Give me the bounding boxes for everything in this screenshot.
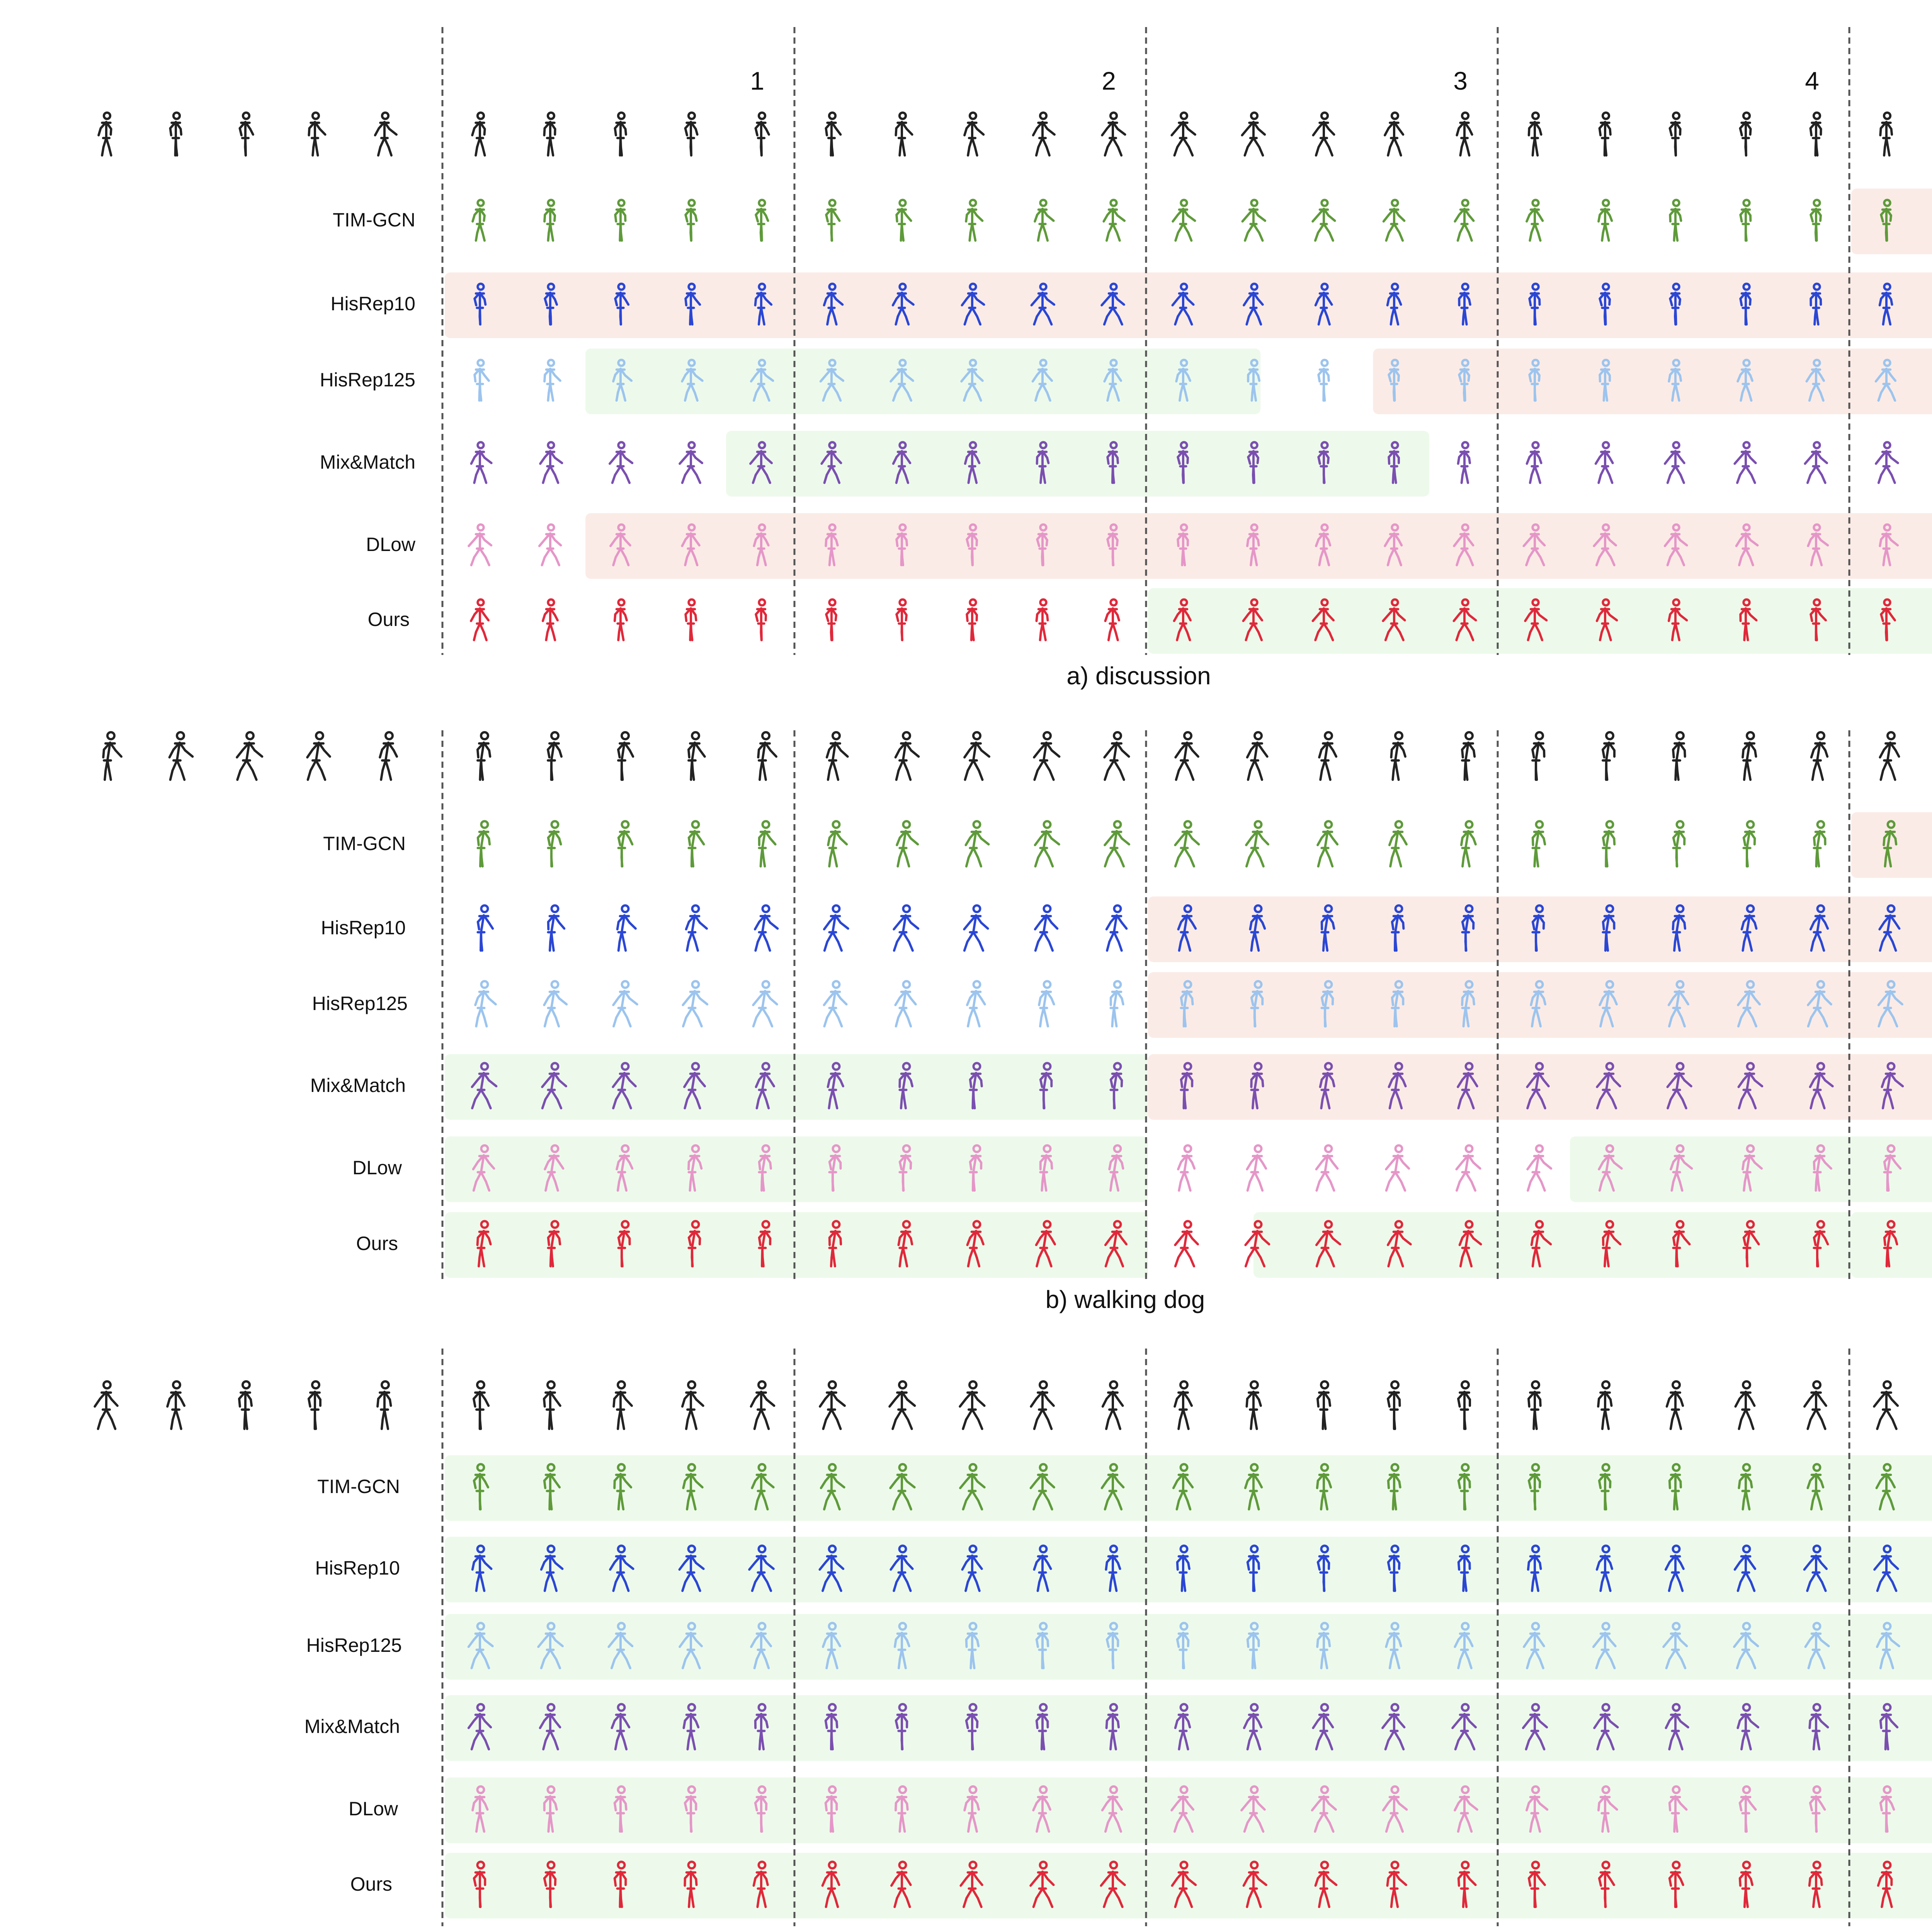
highlight-band-red [1373, 349, 1932, 414]
ground-truth-pose-figure [756, 113, 769, 156]
ground-truth-pose-figure [1034, 732, 1059, 780]
predicted-pose-figure [544, 200, 555, 240]
ground-truth-pose-figure [1103, 1381, 1123, 1429]
ground-truth-pose-figure [474, 1381, 488, 1429]
history-pose-figure [237, 732, 262, 780]
predicted-pose-figure [1673, 821, 1684, 866]
row-label: HisRep10 [330, 293, 415, 315]
history-pose-figure [239, 1381, 252, 1429]
predicted-pose-figure [544, 981, 566, 1026]
predicted-pose-figure [1318, 821, 1337, 866]
row-label: Mix&Match [304, 1716, 400, 1738]
row-label: TIM-GCN [333, 209, 415, 231]
highlight-band-green [445, 1695, 1932, 1761]
predicted-pose-figure [685, 200, 696, 240]
ground-truth-pose-figure [1458, 1381, 1470, 1429]
predicted-pose-figure [1384, 200, 1405, 240]
predicted-pose-figure [1386, 1145, 1409, 1190]
ground-truth-pose-figure [1811, 113, 1821, 156]
history-pose-figure [103, 732, 121, 780]
panel-caption: a) discussion [1066, 662, 1211, 690]
predicted-pose-figure [897, 821, 918, 866]
predicted-pose-figure [1596, 442, 1613, 483]
predicted-pose-figure [548, 821, 561, 866]
predicted-pose-figure [1603, 821, 1614, 866]
row-label: DLow [366, 534, 415, 556]
predicted-pose-figure [1175, 1221, 1198, 1266]
predicted-pose-figure [753, 981, 777, 1026]
predicted-pose-figure [1105, 599, 1119, 640]
predicted-pose-figure [966, 821, 989, 866]
predicted-pose-figure [1735, 442, 1755, 483]
predicted-pose-figure [613, 981, 637, 1026]
ground-truth-pose-figure [960, 1381, 984, 1429]
row-label: DLow [352, 1157, 402, 1179]
predicted-pose-figure [1527, 1145, 1551, 1190]
ground-truth-pose-figure [1811, 732, 1828, 780]
segment-number: 1 [750, 66, 764, 95]
predicted-pose-figure [543, 599, 558, 640]
highlight-band-green [1148, 588, 1932, 654]
predicted-pose-figure [826, 200, 839, 240]
ground-truth-pose-figure [827, 732, 848, 780]
ground-truth-pose-figure [1740, 113, 1751, 156]
predicted-pose-figure [1243, 200, 1265, 240]
predicted-pose-figure [1316, 1145, 1338, 1190]
ground-truth-pose-figure [1804, 1381, 1826, 1429]
predicted-pose-figure [1743, 821, 1755, 866]
ground-truth-pose-figure [964, 732, 989, 780]
predicted-pose-figure [1111, 981, 1123, 1026]
ground-truth-pose-figure [1529, 113, 1541, 156]
predicted-pose-figure [478, 905, 493, 951]
ground-truth-pose-figure [896, 732, 919, 780]
predicted-pose-figure [548, 905, 565, 951]
highlight-band-red [445, 272, 1932, 338]
ground-truth-pose-figure [758, 732, 776, 780]
predicted-pose-figure [617, 905, 636, 951]
ground-truth-pose-figure [1318, 1381, 1330, 1429]
highlight-band-green [445, 1455, 1932, 1521]
predicted-pose-figure [894, 905, 918, 951]
ground-truth-pose-figure [1175, 732, 1198, 780]
row-label: Ours [367, 609, 410, 631]
predicted-pose-figure [896, 599, 906, 640]
predicted-pose-figure [1107, 905, 1127, 951]
predicted-pose-figure [1318, 360, 1329, 400]
highlight-band-red [1851, 189, 1932, 254]
history-pose-figure [380, 732, 397, 780]
predicted-pose-figure [1175, 821, 1199, 866]
history-pose-figure [99, 113, 111, 156]
predicted-pose-figure [895, 981, 916, 1026]
highlight-band-green [1253, 1212, 1851, 1278]
ground-truth-pose-figure [1880, 732, 1899, 780]
row-label: HisRep10 [315, 1557, 400, 1579]
predicted-pose-figure [824, 905, 848, 951]
row-label: Mix&Match [320, 451, 415, 473]
segment-number: 3 [1453, 66, 1468, 95]
predicted-pose-figure [756, 599, 766, 640]
history-pose-figure [170, 732, 193, 780]
history-pose-figure [375, 113, 396, 156]
predicted-pose-figure [1173, 200, 1195, 240]
predicted-pose-figure [896, 200, 911, 240]
history-pose-figure [170, 113, 181, 156]
predicted-pose-figure [1455, 200, 1473, 240]
ground-truth-pose-figure [1735, 1381, 1754, 1429]
row-label: Ours [350, 1873, 392, 1895]
ground-truth-pose-figure [1172, 113, 1195, 156]
ground-truth-pose-figure [1874, 1381, 1898, 1429]
ground-truth-pose-figure [1457, 113, 1472, 156]
predicted-pose-figure [1458, 442, 1470, 483]
ground-truth-pose-figure [544, 113, 555, 156]
predicted-pose-figure [824, 981, 847, 1026]
predicted-pose-figure [474, 360, 489, 400]
predicted-pose-figure [478, 821, 490, 866]
row-label: TIM-GCN [317, 1476, 400, 1498]
ground-truth-pose-figure [478, 732, 490, 780]
predicted-pose-figure [683, 981, 707, 1026]
predicted-pose-figure [685, 599, 696, 640]
ground-truth-pose-figure [1247, 1381, 1261, 1429]
predicted-pose-figure [1461, 821, 1476, 866]
predicted-pose-figure [755, 905, 778, 951]
segment-number: 4 [1805, 66, 1819, 95]
predicted-pose-figure [475, 981, 496, 1026]
ground-truth-pose-figure [1880, 113, 1892, 156]
history-pose-figure [240, 113, 253, 156]
ground-truth-pose-figure [618, 732, 633, 780]
highlight-band-green [445, 1777, 1932, 1843]
predicted-pose-figure [1456, 1145, 1480, 1190]
ground-truth-pose-figure [889, 1381, 915, 1429]
predicted-pose-figure [1313, 200, 1335, 240]
ground-truth-pose-figure [685, 113, 697, 156]
highlight-band-green [445, 1537, 1932, 1602]
predicted-pose-figure [469, 524, 491, 565]
ground-truth-pose-figure [1670, 113, 1680, 156]
predicted-pose-figure [473, 200, 485, 240]
highlights-layer [445, 189, 1932, 1932]
highlight-band-green [585, 349, 1260, 414]
ground-truth-pose-figure [1104, 732, 1129, 780]
row-label: HisRep10 [321, 917, 406, 939]
predicted-pose-figure [615, 200, 625, 240]
ground-truth-pose-figure [1313, 113, 1334, 156]
predicted-pose-figure [1665, 442, 1684, 483]
predicted-pose-figure [1811, 200, 1821, 240]
predicted-pose-figure [967, 599, 977, 640]
ground-truth-pose-figure [1388, 1381, 1400, 1429]
predicted-pose-figure [1035, 200, 1053, 240]
ground-truth-pose-figure [820, 1381, 845, 1429]
predicted-pose-figure [1599, 200, 1612, 240]
ground-truth-pose-figure [1462, 732, 1475, 780]
ground-truth-pose-figure [1102, 113, 1125, 156]
predicted-pose-figure [1389, 821, 1406, 866]
ground-truth-pose-figure [1743, 732, 1756, 780]
predicted-pose-figure [539, 524, 561, 565]
ground-truth-pose-figure [1385, 113, 1403, 156]
ground-truth-pose-figure [1247, 732, 1267, 780]
row-label: DLow [349, 1798, 398, 1820]
history-pose-figure [167, 1381, 184, 1429]
ground-truth-pose-figure [1319, 732, 1336, 780]
history-pose-figure [95, 1381, 117, 1429]
predicted-pose-figure [826, 599, 836, 640]
row-label: HisRep125 [312, 993, 408, 1015]
predicted-pose-figure [1247, 1145, 1266, 1190]
ground-truth-pose-figure [1033, 113, 1054, 156]
predicted-pose-figure [680, 442, 702, 483]
row-label: HisRep125 [306, 1634, 402, 1656]
ground-truth-pose-figure [472, 113, 485, 156]
predicted-pose-figure [686, 905, 707, 951]
predicted-pose-figure [1532, 821, 1545, 866]
predicted-pose-figure [619, 821, 633, 866]
panel-caption: b) walking dog [1045, 1286, 1205, 1313]
predicted-pose-figure [1178, 1145, 1194, 1190]
history-pose-figure [378, 1381, 391, 1429]
predicted-pose-figure [544, 360, 560, 400]
predicted-pose-figure [759, 821, 776, 866]
history-pose-figure [309, 1381, 320, 1429]
row-label: TIM-GCN [323, 833, 406, 855]
predicted-pose-figure [1035, 821, 1059, 866]
predicted-pose-figure [1876, 442, 1898, 483]
ground-truth-pose-figure [1603, 732, 1614, 780]
ground-truth-pose-figure [896, 113, 912, 156]
predicted-pose-figure [1104, 200, 1124, 240]
ground-truth-pose-figure [615, 113, 626, 156]
predicted-pose-figure [1039, 981, 1054, 1026]
ground-truth-pose-figure [1667, 1381, 1683, 1429]
history-pose-figure [309, 113, 325, 156]
history-pose-figure [307, 732, 330, 780]
predicted-pose-figure [967, 981, 985, 1026]
ground-truth-pose-figure [1532, 732, 1544, 780]
predicted-pose-figure [966, 200, 982, 240]
predicted-pose-figure [1246, 821, 1268, 866]
predicted-pose-figure [1814, 821, 1825, 866]
predicted-pose-figure [471, 442, 492, 483]
ground-truth-pose-figure [964, 113, 983, 156]
predicted-pose-figure [1037, 599, 1048, 640]
predicted-pose-figure [610, 442, 632, 483]
ground-truth-pose-figure [544, 1381, 560, 1429]
predicted-pose-figure [1527, 200, 1543, 240]
ground-truth-pose-figure [751, 1381, 774, 1429]
predicted-pose-figure [1670, 200, 1681, 240]
highlight-band-green [445, 1853, 1932, 1918]
highlight-band-green [445, 1136, 1148, 1202]
ground-truth-pose-figure [1529, 1381, 1541, 1429]
predicted-pose-figure [1740, 200, 1750, 240]
predicted-pose-figure [1035, 905, 1058, 951]
predicted-pose-figure [964, 905, 988, 951]
ground-truth-pose-figure [1242, 113, 1265, 156]
predicted-pose-figure [1527, 442, 1541, 483]
predicted-pose-figure [540, 442, 562, 483]
row-label: Mix&Match [310, 1075, 406, 1097]
ground-truth-pose-figure [682, 1381, 703, 1429]
ground-truth-pose-figure [1598, 1381, 1611, 1429]
ground-truth-pose-figure [826, 113, 841, 156]
ground-truth-pose-figure [1031, 1381, 1054, 1429]
row-label: HisRep125 [320, 369, 415, 391]
ground-truth-pose-figure [548, 732, 561, 780]
predicted-pose-figure [689, 821, 704, 866]
row-label: Ours [356, 1233, 398, 1255]
ground-truth-pose-figure [689, 732, 705, 780]
ground-truth-pose-figure [1600, 113, 1611, 156]
ground-truth-pose-figure [1175, 1381, 1192, 1429]
segment-number: 2 [1102, 66, 1116, 95]
predicted-pose-figure [828, 821, 847, 866]
predicted-pose-figure [471, 599, 488, 640]
ground-truth-pose-figure [614, 1381, 632, 1429]
predicted-pose-figure [1105, 821, 1129, 866]
highlight-band-green [445, 1212, 1148, 1278]
predicted-pose-figure [756, 200, 768, 240]
ground-truth-pose-figure [1673, 732, 1685, 780]
ground-truth-pose-figure [1391, 732, 1405, 780]
predicted-pose-figure [615, 599, 627, 640]
predicted-pose-figure [1805, 442, 1827, 483]
